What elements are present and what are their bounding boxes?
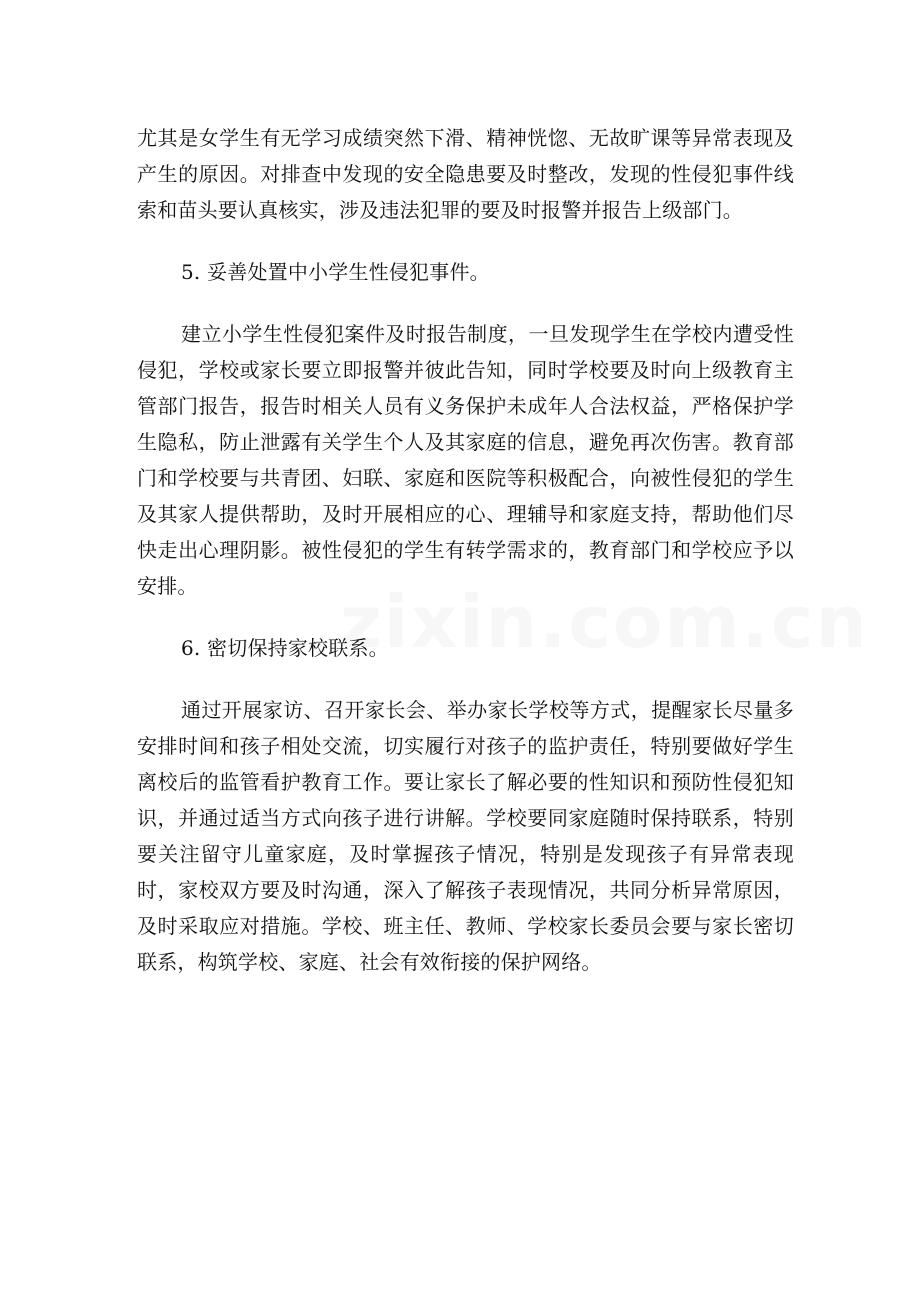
section-heading-5: 5. 妥善处置中小学生性侵犯事件。 bbox=[181, 260, 490, 284]
paragraph-section-5: 建立小学生性侵犯案件及时报告制度，一旦发现学生在学校内遭受性侵犯，学校或家长要立即报警并彼此告知，同时学校要及时向上级教育主管部门报告，报告时相关人员有义务保护未成年人合法权益，严格保护学生隐私，防止泄露有关学生个人及其家庭的信息，避免再次伤害。教育部门和学校要与共青团、妇联、家庭和医院等积极配合，向被性侵犯的学生及其家人提供帮助，及时开展相应的心、理辅导和家庭支持，帮助他们尽快走出心理阴影。被性侵犯的学生有转学需求的，教育部门和学校应予以安排。 bbox=[137, 322, 794, 598]
section-heading-6: 6. 密切保持家校联系。 bbox=[181, 636, 389, 660]
paragraph-section-6: 通过开展家访、召开家长会、举办家长学校等方式，提醒家长尽量多安排时间和孩子相处交流，切实履行对孩子的监护责任，特别要做好学生离校后的监管看护教育工作。要让家长了解必要的性知识和预防性侵犯知识，并通过适当方式向孩子进行讲解。学校要同家庭随时保持联系，特别要关注留守儿童家庭，及时掌握孩子情况，特别是发现孩子有异常表现时，家校双方要及时沟通，深入了解孩子表现情况，共同分析异常原因，及时采取应对措施。学校、班主任、教师、学校家长委员会要与家长密切联系，构筑学校、家庭、社会有效衔接的保护网络。 bbox=[137, 698, 794, 974]
paragraph-continuation: 尤其是女学生有无学习成绩突然下滑、精神恍惚、无故旷课等异常表现及产生的原因。对排查中发现的安全隐患要及时整改，发现的性侵犯事件线索和苗头要认真核实，涉及违法犯罪的要及时报警并报告上级部门。 bbox=[137, 126, 794, 222]
document-body bbox=[137, 120, 794, 980]
watermark-logo: zixin.com.cn bbox=[340, 580, 869, 664]
